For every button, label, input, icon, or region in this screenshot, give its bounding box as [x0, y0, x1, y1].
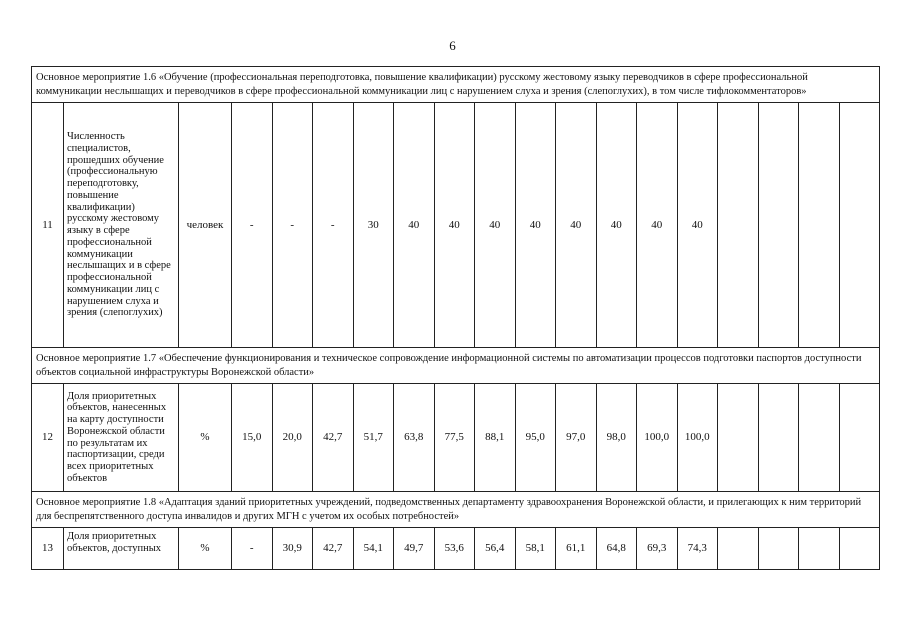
value-cell: 97,0: [556, 384, 597, 492]
section-title: Основное мероприятие 1.8 «Адаптация зданий приоритетных учреждений, подведомственных департаменту здравоохранения Воронежской области, и прилегающих к ним территорий для беспрепятственного доступа инвалидов и других МГН с учетом их особых потребностей»: [32, 492, 880, 528]
value-cell: 40: [556, 103, 597, 348]
value-cell: [718, 103, 759, 348]
value-cell: 40: [434, 103, 475, 348]
value-cell: -: [232, 528, 273, 570]
value-cell: -: [272, 103, 313, 348]
indicators-table: [31, 66, 880, 570]
row-number: 12: [32, 384, 64, 492]
value-cell: [758, 103, 799, 348]
indicator-name: Численность специалистов, прошедших обучение (профессиональную переподготовку, повышение квалификации) русскому жестовому языку в сфере профессиональной коммуникации неслышащих и в сфере профессиональной коммуникации лиц с нарушением слуха и зрения (слепоглухих): [64, 103, 179, 348]
page-number: 6: [449, 38, 456, 53]
section-header-row: [32, 67, 880, 103]
value-cell: 53,6: [434, 528, 475, 570]
value-cell: 77,5: [434, 384, 475, 492]
value-cell: -: [232, 103, 273, 348]
value-cell: [799, 528, 840, 570]
table-row: [32, 528, 880, 570]
unit-cell: человек: [179, 103, 232, 348]
value-cell: 64,8: [596, 528, 637, 570]
value-cell: 40: [637, 103, 678, 348]
value-cell: -: [313, 103, 354, 348]
row-number: 11: [32, 103, 64, 348]
value-cell: [799, 103, 840, 348]
value-cell: 100,0: [677, 384, 718, 492]
value-cell: 40: [677, 103, 718, 348]
value-cell: 63,8: [394, 384, 435, 492]
value-cell: 30,9: [272, 528, 313, 570]
value-cell: 40: [394, 103, 435, 348]
value-cell: 15,0: [232, 384, 273, 492]
value-cell: 61,1: [556, 528, 597, 570]
section-header-row: [32, 348, 880, 384]
value-cell: 42,7: [313, 384, 354, 492]
value-cell: 54,1: [353, 528, 394, 570]
value-cell: 40: [596, 103, 637, 348]
indicator-name: Доля приоритетных объектов, нанесенных на карту доступности Воронежской области по результатам их паспортизации, среди всех приоритетных объектов: [64, 384, 179, 492]
value-cell: [758, 384, 799, 492]
value-cell: 20,0: [272, 384, 313, 492]
indicator-name: Доля приоритетных объектов, доступных: [64, 528, 179, 570]
value-cell: [839, 528, 880, 570]
value-cell: [839, 384, 880, 492]
indicators-table-body: [32, 67, 880, 570]
value-cell: 98,0: [596, 384, 637, 492]
section-title: Основное мероприятие 1.7 «Обеспечение функционирования и техническое сопровождение информационной системы по автоматизации процессов подготовки паспортов доступности объектов социальной инфраструктуры Воронежской области»: [32, 348, 880, 384]
unit-cell: %: [179, 528, 232, 570]
value-cell: 74,3: [677, 528, 718, 570]
value-cell: [839, 103, 880, 348]
value-cell: [799, 384, 840, 492]
value-cell: [758, 528, 799, 570]
value-cell: [718, 528, 759, 570]
value-cell: 49,7: [394, 528, 435, 570]
row-number: 13: [32, 528, 64, 570]
value-cell: 40: [475, 103, 516, 348]
table-row: [32, 384, 880, 492]
value-cell: 40: [515, 103, 556, 348]
value-cell: 88,1: [475, 384, 516, 492]
value-cell: 51,7: [353, 384, 394, 492]
value-cell: 58,1: [515, 528, 556, 570]
section-header-row: [32, 492, 880, 528]
value-cell: 42,7: [313, 528, 354, 570]
value-cell: [718, 384, 759, 492]
value-cell: 56,4: [475, 528, 516, 570]
value-cell: 69,3: [637, 528, 678, 570]
unit-cell: %: [179, 384, 232, 492]
value-cell: 100,0: [637, 384, 678, 492]
table-row: [32, 103, 880, 348]
value-cell: 95,0: [515, 384, 556, 492]
value-cell: 30: [353, 103, 394, 348]
section-title: Основное мероприятие 1.6 «Обучение (профессиональная переподготовка, повышение квалификации) русскому жестовому языку переводчиков в сфере профессиональной коммуникации неслышащих и переводчиков в сфере профессиональной коммуникации лиц с нарушением слуха и зрения (слепоглухих), в том числе тифлокомментаторов»: [32, 67, 880, 103]
